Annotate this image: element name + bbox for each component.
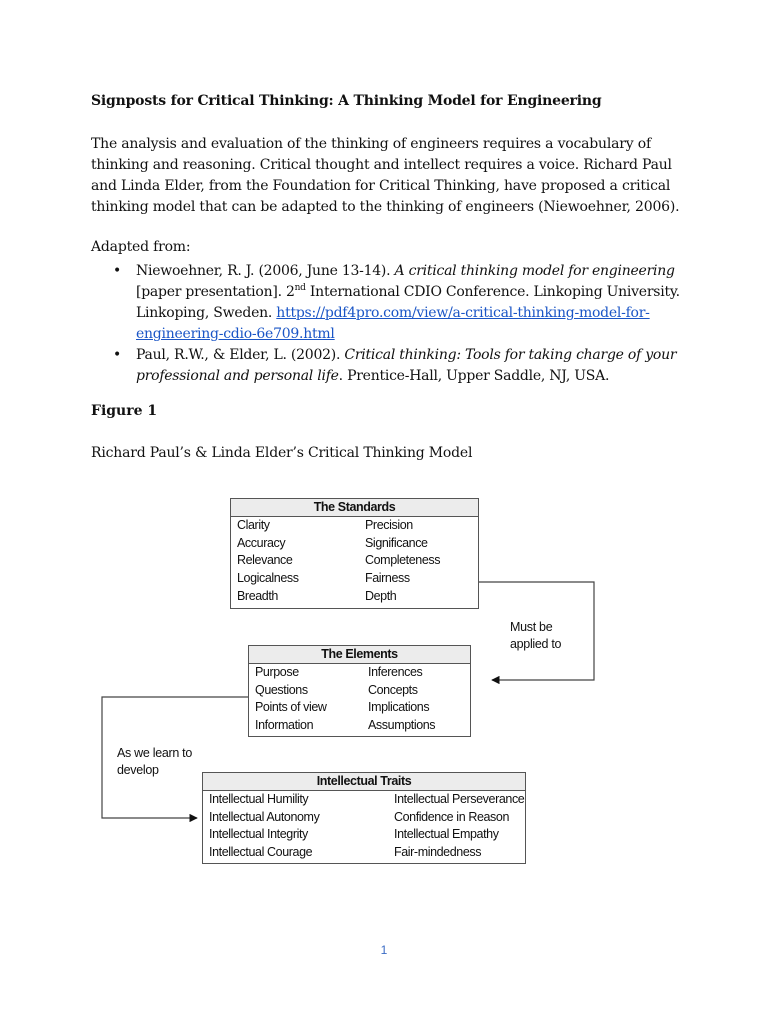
bullet: • — [113, 263, 122, 279]
traits-box — [202, 772, 526, 864]
elements-header: The Elements — [249, 646, 470, 664]
bullet: • — [113, 347, 122, 363]
standard-item: Accuracy — [237, 535, 286, 550]
element-item: Information — [255, 718, 314, 733]
trait-item: Intellectual Courage — [209, 845, 313, 860]
annotation-line: As we learn to — [117, 746, 193, 760]
reference-text: International CDIO Conference. Linkoping University. Linkoping, Sweden. — [136, 284, 680, 321]
reference-title: Critical thinking: Tools for taking charge of your professional and personal life — [136, 347, 677, 384]
reference-text: [paper presentation]. 2 — [136, 284, 295, 300]
adapted-from-label: Adapted from: — [91, 239, 191, 255]
trait-item: Intellectual Autonomy — [209, 809, 320, 824]
ordinal-superscript: nd — [294, 283, 306, 293]
standard-item: Depth — [365, 588, 397, 603]
element-item: Purpose — [255, 665, 299, 679]
figure-caption: Richard Paul’s & Linda Elder’s Critical Thinking Model — [91, 445, 473, 461]
standard-item: Breadth — [237, 588, 278, 603]
trait-item: Intellectual Humility — [209, 792, 309, 806]
standard-item: Relevance — [237, 553, 293, 568]
standard-item: Logicalness — [237, 571, 299, 586]
reference-text: . Prentice-Hall, Upper Saddle, NJ, USA. — [338, 368, 610, 384]
element-item: Inferences — [368, 665, 423, 679]
annotation-line: applied to — [510, 637, 562, 651]
element-item: Questions — [255, 682, 308, 697]
standard-item: Precision — [365, 518, 413, 532]
elements-box — [248, 645, 471, 737]
standard-item: Significance — [365, 535, 428, 550]
element-item: Concepts — [368, 682, 418, 697]
page-number: 1 — [380, 943, 388, 957]
reference-text: Paul, R.W., & Elder, L. (2002). — [136, 347, 345, 363]
traits-header: Intellectual Traits — [203, 773, 525, 791]
trait-item: Fair-mindedness — [394, 845, 482, 860]
standard-item: Fairness — [365, 571, 410, 586]
intro-paragraph: The analysis and evaluation of the thinking of engineers requires a vocabulary of thinking and reasoning. Critical thought and intellect requires a voice. Richard Paul and Linda Elder, from the Foundation for Critical Thinking, have proposed a critical thinking model that can be adapted to the thinking of engineers (Niewoehner, 2006). — [91, 136, 680, 215]
standards-header: The Standards — [231, 499, 478, 517]
as-we-learn-label — [117, 745, 192, 779]
standards-box — [230, 498, 479, 609]
annotation-line: Must be — [510, 620, 553, 634]
trait-item: Confidence in Reason — [394, 809, 509, 824]
element-item: Assumptions — [368, 718, 436, 733]
standard-item: Completeness — [365, 553, 441, 568]
reference-text: Niewoehner, R. J. (2006, June 13-14). — [136, 263, 395, 279]
annotation-line: develop — [117, 763, 159, 777]
reference-link[interactable]: https://pdf4pro.com/view/a-critical-thinking-model-for-engineering-cdio-6e709.html — [136, 305, 650, 342]
element-item: Points of view — [255, 700, 327, 715]
document-title: Signposts for Critical Thinking: A Thinking Model for Engineering — [91, 93, 602, 109]
element-item: Implications — [368, 700, 430, 715]
trait-item: Intellectual Empathy — [394, 827, 499, 842]
trait-item: Intellectual Perseverance — [394, 792, 525, 806]
figure-label: Figure 1 — [91, 403, 158, 419]
reference-title: A critical thinking model for engineering — [394, 263, 675, 279]
must-be-applied-label — [510, 619, 561, 653]
standard-item: Clarity — [237, 518, 270, 532]
trait-item: Intellectual Integrity — [209, 827, 308, 842]
